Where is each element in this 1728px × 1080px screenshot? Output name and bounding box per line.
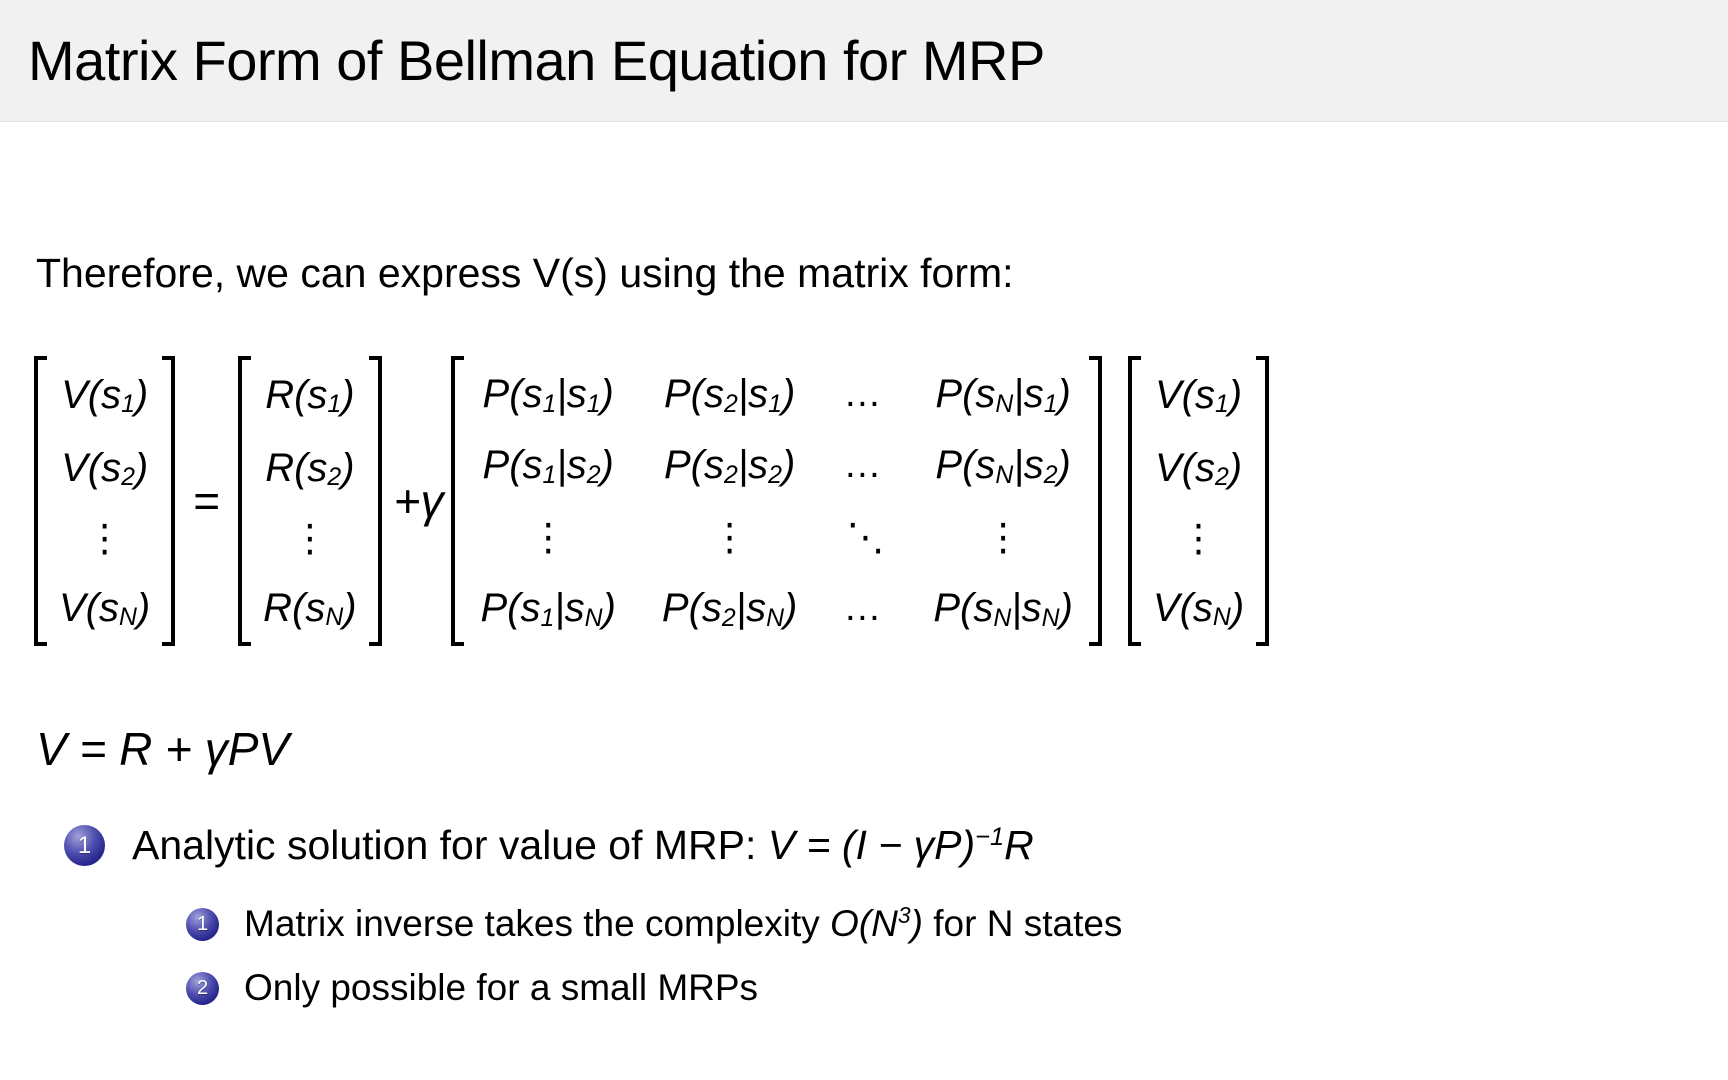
matrix-cell: $P(s_2|s_N)$ bbox=[661, 586, 798, 633]
matrix-cell: $P(s_N|s_2)$ bbox=[935, 443, 1071, 490]
matrix-cell: $R(s_1)$ bbox=[265, 372, 355, 419]
vertical-dots: ⋮ bbox=[710, 514, 749, 559]
left-bracket bbox=[1128, 356, 1141, 646]
matrix-cell: $P(s_N|s_1)$ bbox=[935, 371, 1071, 418]
bullet-1-formula: $V = (I - \gamma P)^{-1}R$ bbox=[767, 822, 1034, 868]
bullet-1-lead: Analytic solution for value of MRP: bbox=[132, 822, 768, 868]
matrix-cell: $V(s_2)$ bbox=[61, 445, 149, 492]
enumerate-ball-sub2-icon: 2 bbox=[186, 972, 219, 1005]
sub-bullet-2-text bbox=[244, 967, 758, 1009]
right-bracket bbox=[1089, 356, 1102, 646]
left-bracket bbox=[238, 356, 251, 646]
sub-bullet-1-formula: $O(N^3)$ bbox=[830, 902, 923, 944]
plus-gamma-term: +γ bbox=[393, 475, 444, 527]
p-matrix-entries bbox=[464, 356, 1088, 646]
r-vector bbox=[238, 356, 381, 646]
v-vector-right-entries bbox=[1141, 356, 1256, 646]
vertical-dots: ⋮ bbox=[1179, 515, 1218, 560]
matrix-cell: $R(s_2)$ bbox=[265, 445, 355, 492]
v-vector-right bbox=[1128, 356, 1269, 646]
sub-bullet-2-lead: Only possible for a small MRPs bbox=[244, 967, 759, 1008]
right-bracket bbox=[369, 356, 382, 646]
title-bar bbox=[0, 0, 1728, 122]
left-bracket bbox=[34, 356, 47, 646]
matrix-cell: $P(s_2|s_2)$ bbox=[663, 443, 796, 490]
enumerate-ball-sub1-icon: 1 bbox=[186, 908, 219, 941]
v-vector-left bbox=[34, 356, 175, 646]
right-bracket bbox=[1256, 356, 1269, 646]
matrix-cell: $V(s_1)$ bbox=[1154, 372, 1243, 419]
matrix-cell: $P(s_1|s_1)$ bbox=[482, 371, 614, 418]
bullet-item-1 bbox=[0, 822, 1728, 869]
vertical-dots: ⋮ bbox=[85, 515, 124, 560]
sub-bullet-1-tail: for N states bbox=[922, 903, 1123, 944]
sub-bullet-item-2 bbox=[0, 967, 1728, 1009]
enumerate-ball-1-icon: 1 bbox=[64, 825, 105, 866]
diagonal-dots: ⋱ bbox=[846, 514, 885, 559]
bullet-1-text bbox=[132, 822, 1034, 869]
matrix-cell: $P(s_1|s_2)$ bbox=[482, 443, 614, 490]
bullet-list bbox=[0, 822, 1728, 1031]
matrix-cell: $P(s_N|s_N)$ bbox=[933, 586, 1073, 633]
matrix-equation bbox=[34, 356, 1269, 646]
intro-text: Therefore, we can express V(s) using the matrix form: bbox=[36, 250, 1014, 296]
sub-bullet-1-lead: Matrix inverse takes the complexity bbox=[244, 903, 831, 944]
matrix-cell: $V(s_N)$ bbox=[59, 585, 151, 632]
vertical-dots: ⋮ bbox=[529, 514, 568, 559]
slide-title: Matrix Form of Bellman Equation for MRP bbox=[28, 29, 1045, 92]
horizontal-dots: … bbox=[843, 372, 888, 415]
right-bracket bbox=[162, 356, 175, 646]
compact-equation: V = R + γPV bbox=[36, 723, 290, 775]
matrix-cell: $P(s_1|s_N)$ bbox=[480, 586, 616, 633]
left-bracket bbox=[451, 356, 464, 646]
matrix-cell: $V(s_1)$ bbox=[61, 372, 149, 419]
vertical-dots: ⋮ bbox=[984, 514, 1023, 559]
v-vector-left-entries bbox=[47, 356, 162, 646]
horizontal-dots: … bbox=[843, 444, 888, 487]
r-vector-entries bbox=[251, 356, 368, 646]
sub-bullet-item-1 bbox=[0, 903, 1728, 945]
horizontal-dots: … bbox=[843, 587, 888, 630]
matrix-cell: $V(s_2)$ bbox=[1154, 445, 1243, 492]
matrix-cell: $R(s_N)$ bbox=[263, 585, 357, 632]
equals-sign: = bbox=[193, 475, 221, 527]
matrix-cell: $V(s_N)$ bbox=[1152, 585, 1245, 632]
matrix-cell: $P(s_2|s_1)$ bbox=[663, 371, 796, 418]
sub-bullet-1-text bbox=[244, 903, 1122, 945]
vertical-dots: ⋮ bbox=[290, 515, 329, 560]
p-matrix bbox=[451, 356, 1101, 646]
